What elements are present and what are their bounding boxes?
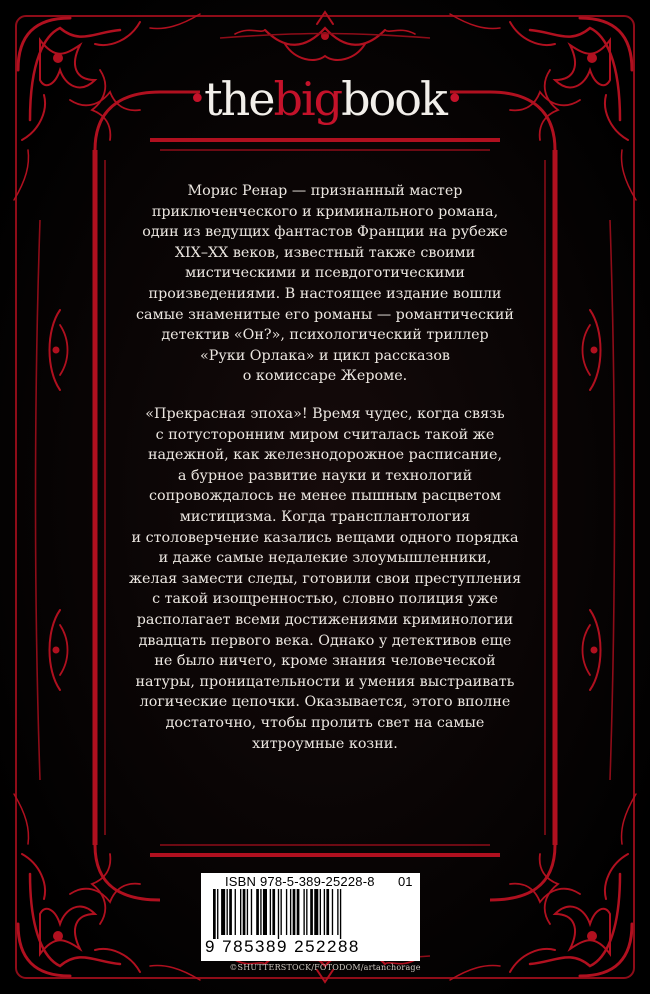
barcode-bar: [217, 889, 218, 939]
barcode-bar: [272, 889, 275, 935]
barcode-bar: [326, 889, 329, 935]
barcode-bar: [256, 889, 259, 935]
text-line: сопровождалось не менее пышным расцветом: [149, 488, 501, 505]
barcode-bar: [235, 889, 236, 935]
text-line: надежной, как железнодорожное расписание,: [147, 447, 503, 464]
annotation-paragraph-1: [122, 181, 528, 387]
text-line: достаточно, чтобы пролить свет на самые: [165, 714, 485, 731]
barcode-bar: [278, 889, 279, 939]
text-line: приключенческого и криминального романа,: [151, 203, 499, 220]
text-line: и столоверчение казались вещами одного порядка: [131, 529, 519, 546]
text-line: мистическими и псевдоготическими: [185, 265, 465, 282]
text-line: и даже самые недалекие злоумышленники,: [158, 550, 492, 567]
barcode-bar: [251, 889, 252, 935]
barcode-bar: [247, 889, 248, 935]
barcode-bar: [229, 889, 232, 935]
logo-dot-right: •: [445, 81, 462, 117]
text-line: мистицизма. Когда трансплантология: [179, 508, 471, 525]
text-line: Морис Ренар — признанный мастер: [187, 183, 463, 199]
barcode-bar: [286, 889, 287, 935]
text-line: с такой изощренностью, словно полиция уже: [152, 591, 498, 608]
barcode-bar: [263, 889, 267, 935]
logo-big: big: [273, 72, 342, 126]
barcode-bar: [297, 889, 300, 935]
barcode-bar: [340, 889, 341, 939]
barcode-digits: 9 785389 252288: [205, 937, 360, 956]
barcode-bar: [310, 889, 313, 935]
barcode-addon: 01: [398, 874, 413, 889]
text-line: располагает всеми достижениями криминологии: [136, 611, 514, 628]
barcode-bar: [332, 889, 333, 935]
isbn-barcode: [201, 873, 420, 961]
barcode-bar: [221, 889, 225, 935]
barcode-bar: [303, 889, 304, 935]
text-line: с потусторонним миром считалась такой же: [155, 426, 495, 443]
text-line: двадцать первого века. Однако у детективов еще: [138, 632, 512, 649]
barcode-bar: [260, 889, 261, 935]
image-credit: ©SHUTTERSTOCK/FOTODOM/artanchorage: [229, 963, 421, 972]
annotation-paragraph-2: [122, 404, 528, 754]
barcode-bar: [290, 889, 291, 935]
barcode-bar: [281, 889, 282, 935]
barcode-bar: [227, 889, 228, 935]
barcode-bar: [293, 889, 296, 935]
barcode-bar: [320, 889, 321, 935]
text-line: желая замести следы, готовили свои преступления: [128, 570, 522, 587]
logo-book: book: [341, 72, 446, 126]
barcode-bar: [324, 889, 325, 935]
publisher-logo: [0, 72, 650, 126]
barcode-bar: [240, 889, 241, 935]
barcode-bar: [270, 889, 271, 935]
logo-the: the: [204, 72, 274, 126]
text-line: а бурное развитие науки и технологий: [177, 467, 473, 484]
text-line: детектив «Он?», психологический триллер: [161, 327, 489, 344]
text-line: XIX–XX веков, известный также своими: [174, 244, 476, 261]
text-line: не было ничего, кроме знания человеческой: [154, 653, 496, 670]
text-line: хитроумные козни.: [252, 735, 398, 752]
text-line: натуры, проницательности и умения выстраивать: [135, 673, 515, 690]
text-line: о комиссаре Жероме.: [242, 368, 408, 385]
text-line: один из ведущих фантастов Франции на рубеже: [142, 224, 508, 241]
barcode-bar: [213, 889, 216, 939]
barcode-bar: [314, 889, 318, 935]
text-line: произведениями. В настоящее издание вошли: [148, 285, 502, 302]
barcode-bar: [337, 889, 338, 935]
logo-dot-left: •: [188, 81, 205, 117]
isbn-label: ISBN 978-5-389-25228-8: [225, 874, 375, 889]
text-line: «Руки Орлака» и цикл рассказов: [200, 347, 450, 364]
barcode-bar: [306, 889, 307, 935]
barcode-bars: [211, 889, 411, 939]
text-line: «Прекрасная эпоха»! Время чудес, когда связь: [145, 406, 505, 422]
barcode-bar: [243, 889, 246, 935]
text-line: самые знаменитые его романы — романтический: [136, 306, 514, 323]
text-line: логические цепочки. Оказывается, этого вполне: [139, 694, 511, 711]
